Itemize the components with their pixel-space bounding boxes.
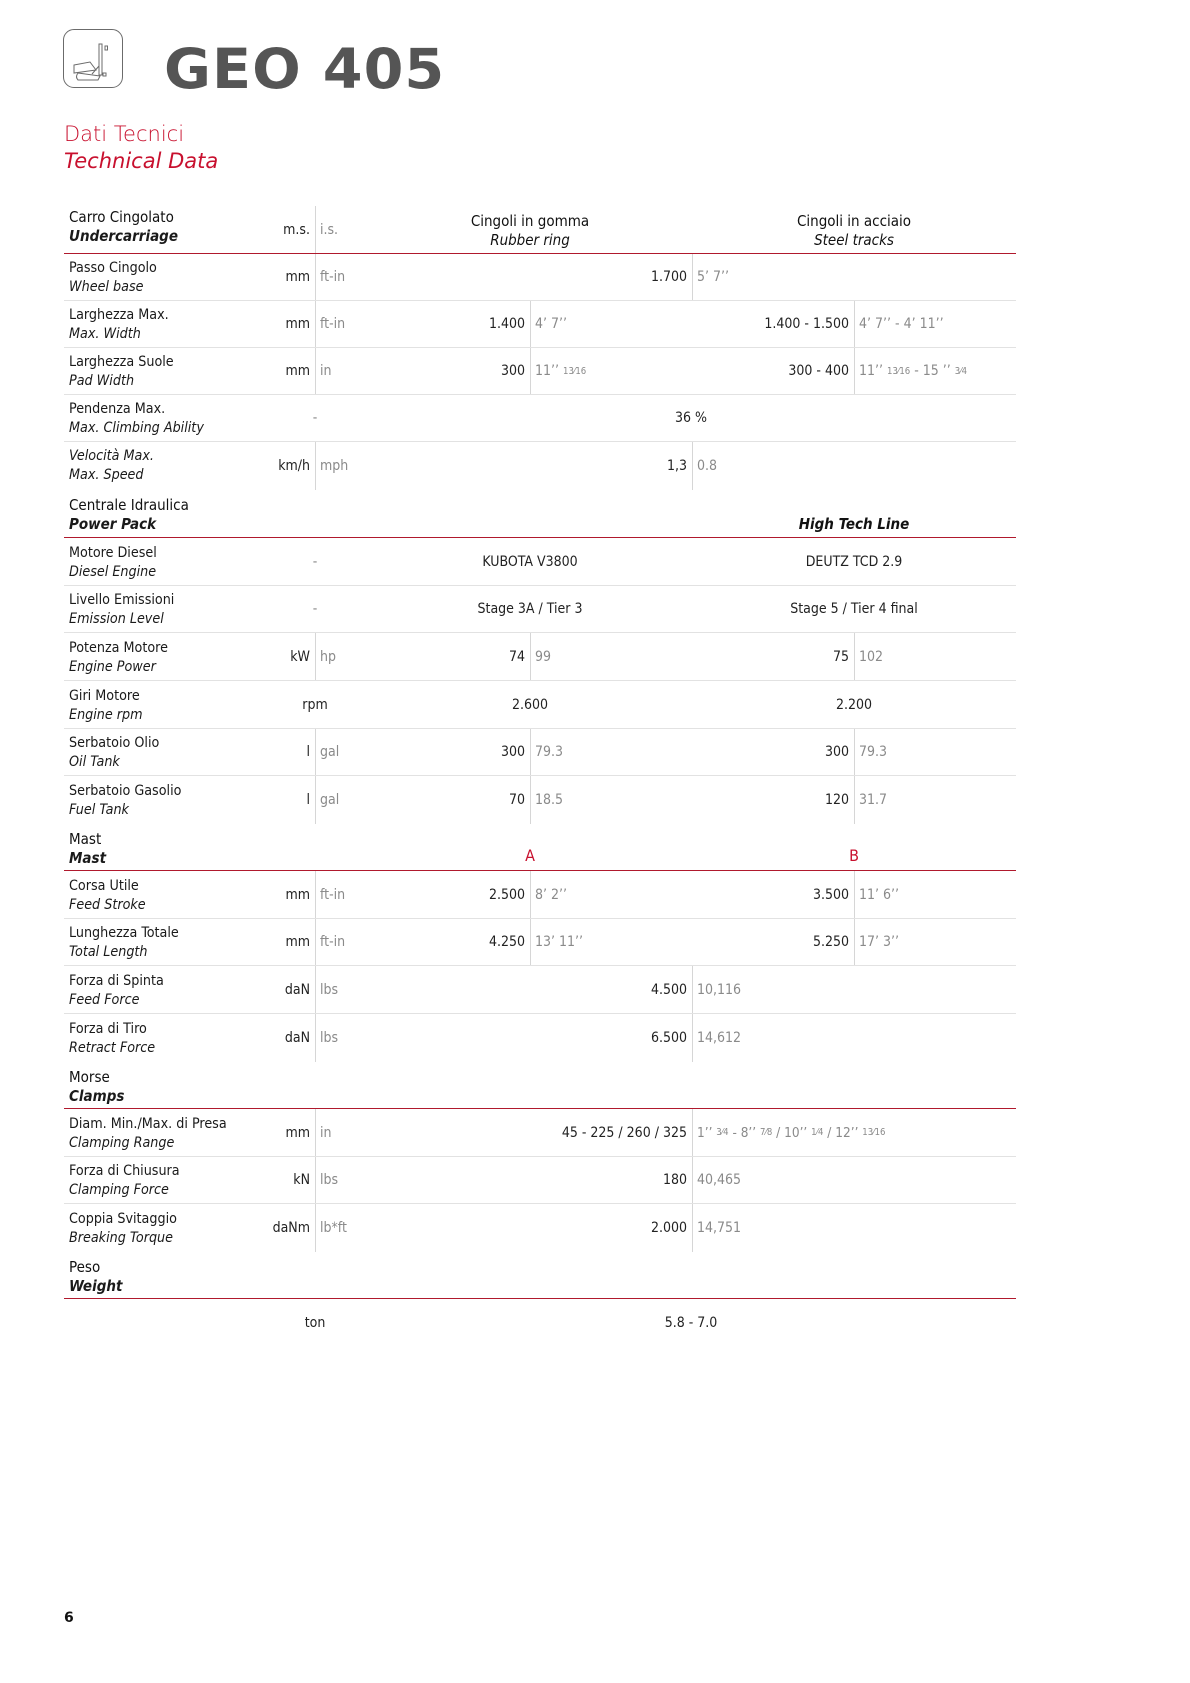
section-title-it: Dati Tecnici <box>64 122 185 146</box>
spec-row-engine-rpm: Giri Motore Engine rpm rpm 2.600 2.200 <box>64 681 1016 729</box>
section-header-mast: Mast Mast A B <box>64 824 1016 871</box>
col-header-rubber: Cingoli in gomma Rubber ring <box>470 212 590 249</box>
spec-row-emission-level: Livello Emissioni Emission Level - Stage 3A / Tier 3 Stage 5 / Tier 4 final <box>64 586 1016 633</box>
col-header-b: B <box>849 846 859 865</box>
spec-row-wheel-base: Passo Cingolo Wheel base mm ft-in 1.700 5’ 7’’ <box>64 254 1016 301</box>
spec-row-diesel-engine: Motore Diesel Diesel Engine - KUBOTA V3800 DEUTZ TCD 2.9 <box>64 538 1016 586</box>
spec-row-breaking-torque: Coppia Svitaggio Breaking Torque daNm lb*ft 2.000 14,751 <box>64 1204 1016 1252</box>
spec-row-total-length: Lunghezza Totale Total Length mm ft-in 4.250 13’ 11’’ 5.250 17’ 3’’ <box>64 919 1016 966</box>
section-header-power-pack: Centrale Idraulica Power Pack High Tech Line <box>64 490 1016 538</box>
unit-ms-header: m.s. <box>283 221 310 238</box>
spec-row-feed-force: Forza di Spinta Feed Force daN lbs 4.500 10,116 <box>64 966 1016 1014</box>
spec-row-max-speed: Velocità Max. Max. Speed km/h mph 1,3 0.8 <box>64 442 1016 490</box>
model-title: GEO 405 <box>164 37 446 101</box>
section-header-clamps: Morse Clamps <box>64 1062 1016 1109</box>
spec-value-is: 5’ 7’’ <box>697 269 730 285</box>
spec-row-retract-force: Forza di Tiro Retract Force daN lbs 6.500 14,612 <box>64 1014 1016 1062</box>
col-header-a: A <box>525 846 535 865</box>
section-title-it: Carro Cingolato <box>69 208 174 226</box>
spec-row-pad-width: Larghezza Suole Pad Width mm in 300 11’’ 13⁄16 300 - 400 11’’ 13⁄16 - 15 ’’ 3⁄4 <box>64 348 1016 395</box>
unit-is-header: i.s. <box>320 221 339 238</box>
section-header-undercarriage <box>64 206 1016 254</box>
spec-row-climbing-ability: Pendenza Max. Max. Climbing Ability - 36 % <box>64 395 1016 442</box>
spec-value: 1.700 <box>650 269 687 285</box>
spec-row-clamping-range: Diam. Min./Max. di Presa Clamping Range mm in 45 - 225 / 260 / 325 1’’ 3⁄4 - 8’’ 7⁄8 / 10’’ 1⁄4 / 12’’ 13⁄16 <box>64 1109 1016 1157</box>
spec-row-oil-tank: Serbatoio Olio Oil Tank l gal 300 79.3 300 79.3 <box>64 729 1016 776</box>
col-header-steel: Cingoli in acciaio Steel tracks <box>796 212 912 249</box>
spec-row-fuel-tank: Serbatoio Gasolio Fuel Tank l gal 70 18.5 120 31.7 <box>64 776 1016 824</box>
section-title-en: Undercarriage <box>69 227 178 245</box>
spec-row-weight: ton 5.8 - 7.0 <box>304 1315 718 1331</box>
spec-row-feed-stroke: Corsa Utile Feed Stroke mm ft-in 2.500 8’ 2’’ 3.500 11’ 6’’ <box>64 871 1016 919</box>
col-header-high-tech-line: High Tech Line <box>798 515 910 533</box>
drill-rig-icon <box>63 29 123 88</box>
spec-row-engine-power: Potenza Motore Engine Power kW hp 74 99 75 102 <box>64 633 1016 681</box>
spec-row-max-width: Larghezza Max. Max. Width mm ft-in 1.400 4’ 7’’ 1.400 - 1.500 4’ 7’’ - 4’ 11’’ <box>64 301 1016 348</box>
section-header-weight: Peso Weight <box>64 1252 1016 1299</box>
page-number: 6 <box>64 1610 74 1626</box>
section-title-en: Technical Data <box>64 149 219 173</box>
spec-row-clamping-force: Forza di Chiusura Clamping Force kN lbs 180 40,465 <box>64 1157 1016 1204</box>
